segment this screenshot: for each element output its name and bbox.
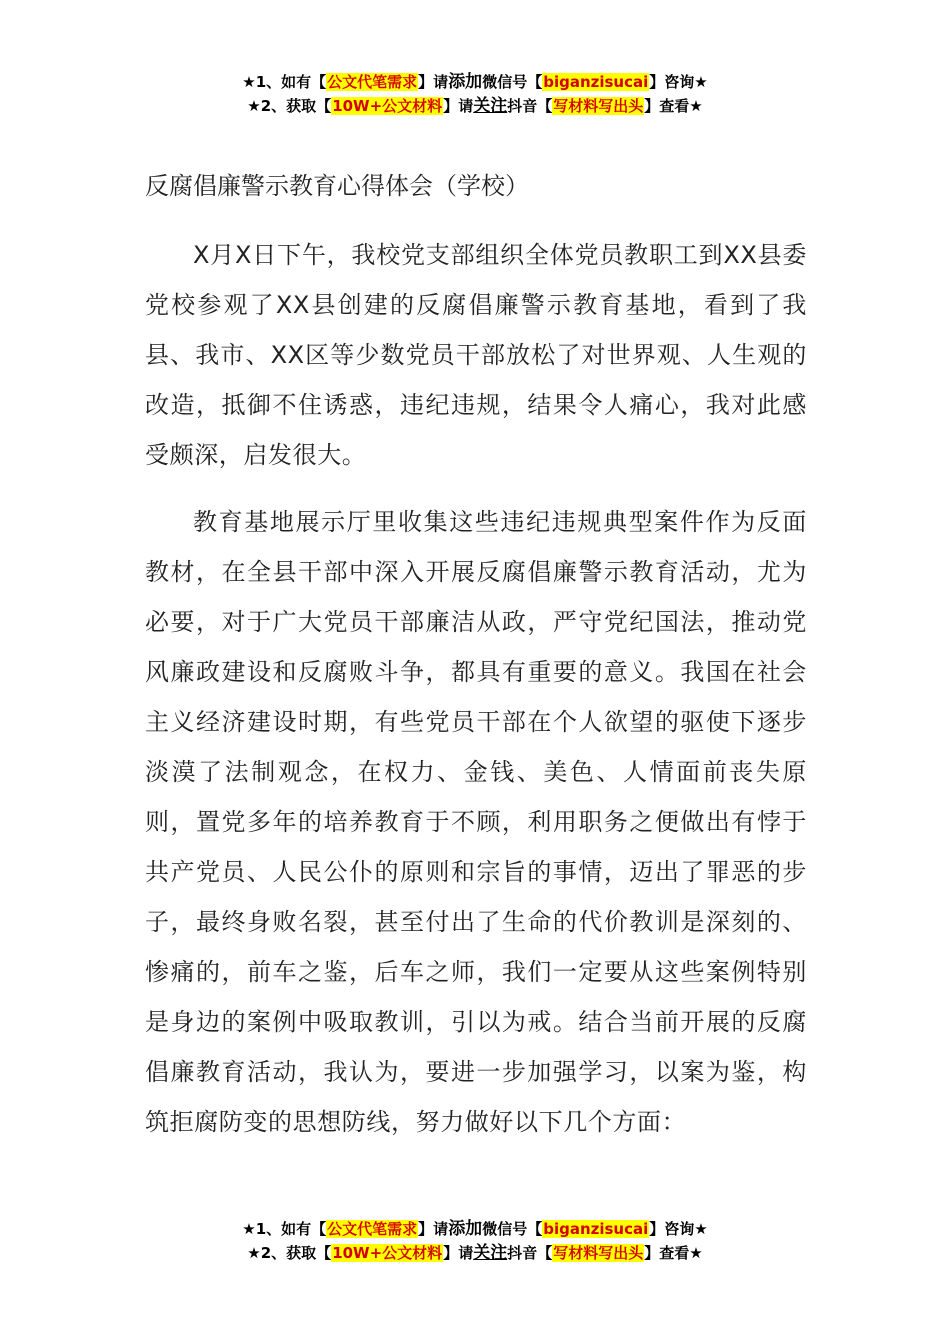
banner-emphasis: 添加 (448, 1219, 483, 1239)
banner-emphasis: 关注 (473, 96, 508, 116)
banner-text: ★2、获取【 (247, 1244, 332, 1262)
banner-text: 抖音【 (507, 1244, 553, 1262)
banner-text: 】请 (443, 97, 474, 115)
highlight-writing-service: 公文代笔需求 (327, 73, 418, 91)
banner-text: 】咨询★ (649, 73, 708, 91)
banner-text: 】咨询★ (649, 1220, 708, 1238)
highlight-douyin-account: 写材料写出头 (553, 1244, 644, 1262)
banner-text: 微信号【 (482, 1220, 543, 1238)
banner-text: ★2、获取【 (247, 97, 332, 115)
highlight-wechat-id: biganzisucai (543, 1220, 649, 1238)
banner-text: 】查看★ (644, 97, 703, 115)
highlight-materials: 10W+公文材料 (332, 1244, 443, 1262)
paragraph-1: X月X日下午，我校党支部组织全体党员教职工到XX县委党校参观了XX县创建的反腐倡廉警示教育基地，看到了我县、我市、XX区等少数党员干部放松了对世界观、人生观的改造，抵御不住诱惑，违纪违规，结果令人痛心，我对此感受颇深，启发很大。 (145, 241, 807, 469)
highlight-douyin-account: 写材料写出头 (553, 97, 644, 115)
highlight-writing-service: 公文代笔需求 (327, 1220, 418, 1238)
banner-text: 】请 (418, 73, 449, 91)
header-banner (0, 70, 950, 118)
banner-text: 抖音【 (507, 97, 553, 115)
banner-line-2 (0, 1241, 950, 1265)
highlight-materials: 10W+公文材料 (332, 97, 443, 115)
highlight-wechat-id: biganzisucai (543, 73, 649, 91)
banner-text: 微信号【 (482, 73, 543, 91)
banner-text: 】查看★ (644, 1244, 703, 1262)
banner-text: ★1、如有【 (242, 73, 327, 91)
banner-emphasis: 关注 (473, 1243, 508, 1263)
banner-text: 】请 (443, 1244, 474, 1262)
banner-line-2 (0, 94, 950, 118)
document-title: 反腐倡廉警示教育心得体会（学校） (145, 172, 529, 200)
banner-line-1 (0, 70, 950, 94)
banner-line-1 (0, 1217, 950, 1241)
banner-emphasis: 添加 (448, 72, 483, 92)
paragraph-2: 教育基地展示厅里收集这些违纪违规典型案件作为反面教材，在全县干部中深入开展反腐倡廉警示教育活动，尤为必要，对于广大党员干部廉洁从政，严守党纪国法，推动党风廉政建设和反腐败斗争，都具有重要的意义。我国在社会主义经济建设时期，有些党员干部在个人欲望的驱使下逐步淡漠了法制观念，在权力、金钱、美色、人情面前丧失原则，置党多年的培养教育于不顾，利用职务之便做出有悖于共产党员、人民公仆的原则和宗旨的事情，迈出了罪恶的步子，最终身败名裂，甚至付出了生命的代价教训是深刻的、惨痛的，前车之鉴，后车之师，我们一定要从这些案例特别是身边的案例中吸取教训，引以为戒。结合当前开展的反腐倡廉教育活动，我认为，要进一步加强学习，以案为鉴，构筑拒腐防变的思想防线，努力做好以下几个方面： (145, 508, 807, 1136)
banner-text: ★1、如有【 (242, 1220, 327, 1238)
footer-banner (0, 1217, 950, 1265)
banner-text: 】请 (418, 1220, 449, 1238)
